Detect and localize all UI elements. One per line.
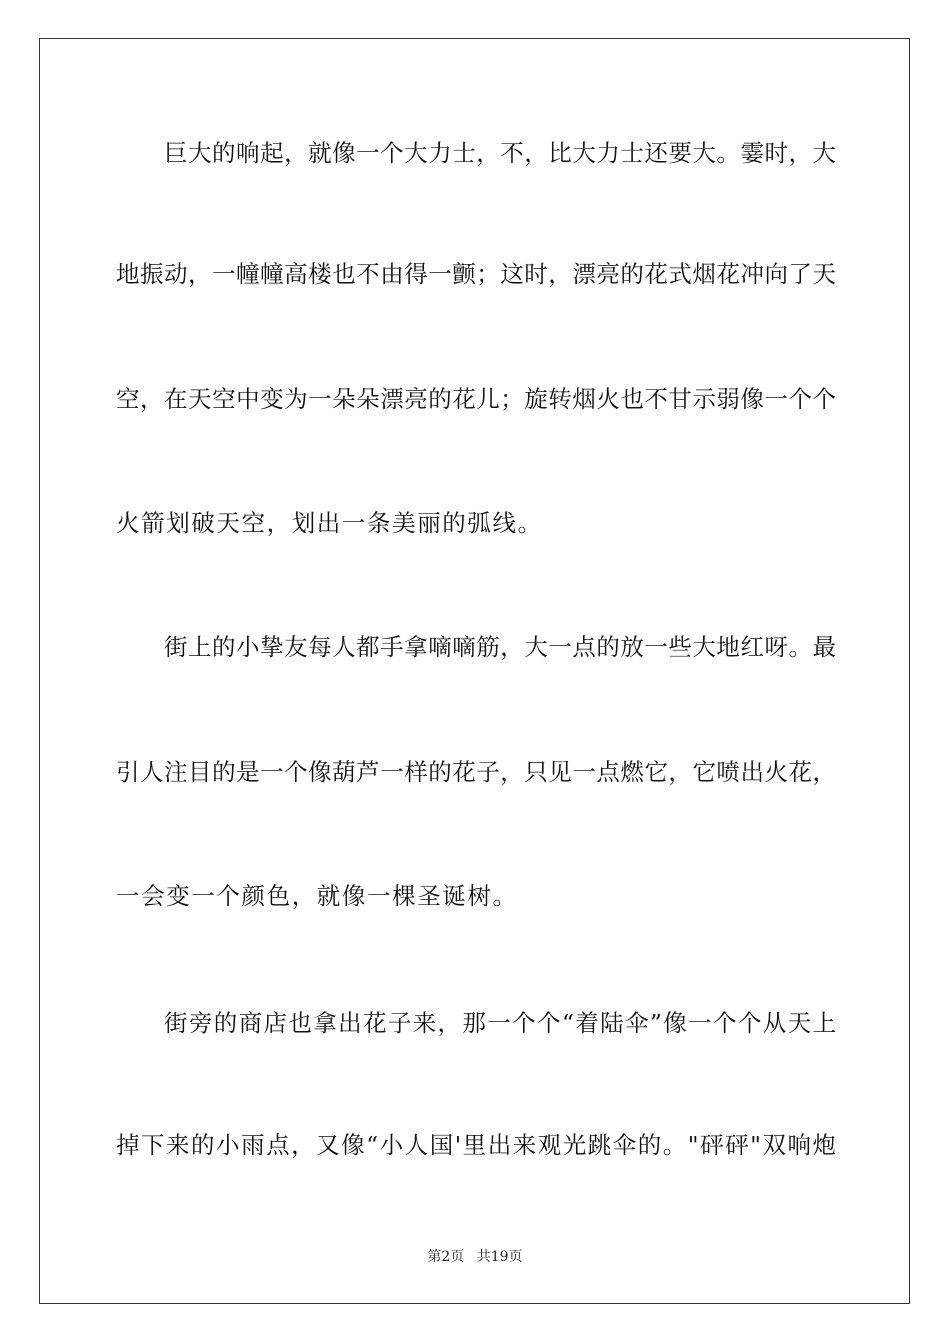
text-line-6: 引人注目的是一个像葫芦一样的花子，只见一点燃它，它喷出火花， bbox=[116, 758, 836, 786]
text-line-7: 一会变一个颜色，就像一棵圣诞树。 bbox=[116, 882, 518, 910]
text-line-4: 火箭划破天空，划出一条美丽的弧线。 bbox=[116, 509, 543, 537]
text-line-9: 掉下来的小雨点，又像“小人国'里出来观光跳伞的。"砰砰"双响炮 bbox=[116, 1131, 836, 1159]
text-line-1: 巨大的响起，就像一个大力士，不，比大力士还要大。霎时，大 bbox=[164, 139, 836, 167]
total-pages: 共19页 bbox=[476, 1249, 523, 1265]
text-line-2: 地振动，一幢幢高楼也不由得一颤；这时，漂亮的花式烟花冲向了天 bbox=[116, 260, 836, 288]
page-footer bbox=[0, 1248, 950, 1266]
text-line-5: 街上的小挚友每人都手拿嘀嘀筋，大一点的放一些大地红呀。最 bbox=[164, 633, 836, 661]
text-line-3: 空，在天空中变为一朵朵漂亮的花儿；旋转烟火也不甘示弱像一个个 bbox=[116, 385, 836, 413]
text-line-8: 街旁的商店也拿出花子来，那一个个“着陆伞”像一个个从天上 bbox=[164, 1009, 836, 1037]
page-number: 第2页 bbox=[427, 1249, 465, 1265]
page-border bbox=[39, 38, 910, 1304]
